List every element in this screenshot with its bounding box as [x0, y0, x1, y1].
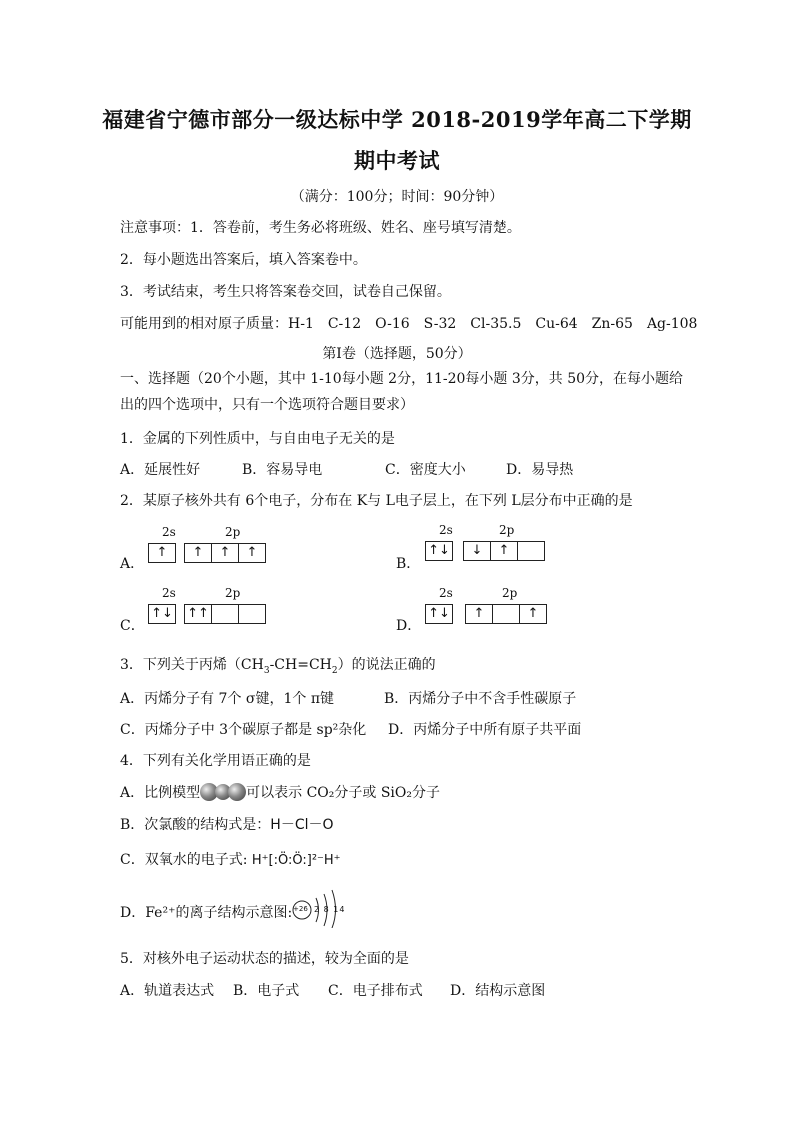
orbital-2p-2: ↑	[211, 543, 239, 563]
q4-d-text: D．Fe²⁺的离子结构示意图:	[120, 905, 293, 921]
orbital-2p-1: ↑	[184, 543, 212, 563]
orbital-2p-2: ↑	[490, 541, 518, 561]
q3-option-b: B．丙烯分子中不含手性碳原子	[384, 691, 577, 707]
ion-structure-diagram	[290, 884, 360, 928]
atomic-masses: 可能用到的相对原子质量：H-1 C-12 O-16 S-32 Cl-35.5 Cu-64 Zn-65 Ag-108	[120, 316, 698, 332]
q3-stem-mid: -CH=CH	[269, 657, 332, 673]
label-2p: 2p	[499, 523, 515, 537]
q3-option-d: D．丙烯分子中所有原子共平面	[388, 722, 582, 738]
q4-c-text: C．双氧水的电子式:	[120, 852, 248, 868]
orbital-2p-2	[211, 604, 239, 624]
label-2s: 2s	[162, 586, 176, 600]
q4-option-b	[120, 814, 334, 834]
q4-stem: 4．下列有关化学用语正确的是	[120, 753, 311, 769]
q4-a-text: A．比例模型	[120, 785, 201, 801]
section-intro-2: 出的四个选项中，只有一个选项符合题目要求）	[120, 397, 414, 413]
note-2: 2．每小题选出答案后，填入答案卷中。	[120, 252, 367, 268]
exam-title: 福建省宁德市部分一级达标中学 2018-2019学年高二下学期	[102, 107, 692, 132]
orbital-2p-3: ↑	[519, 604, 547, 624]
orbital-2s: ↑↓	[148, 604, 176, 624]
q3-sub-1: 3	[263, 665, 270, 676]
q1-stem: 1．金属的下列性质中，与自由电子无关的是	[120, 431, 395, 447]
q2-letter-c: C．	[120, 618, 145, 634]
orbital-2p-1: ↑↑	[184, 604, 212, 624]
peroxide-electron-formula: H⁺[:Ö:Ö:]²⁻H⁺	[251, 853, 341, 868]
q5-option-c: C．电子排布式	[328, 983, 423, 999]
q2-letter-d: D．	[396, 618, 422, 634]
label-2s: 2s	[162, 525, 176, 539]
q1-option-a: A．延展性好	[120, 462, 201, 478]
q3-stem-pre: 3．下列关于丙烯（CH	[120, 657, 264, 673]
q4-a-text-post: 可以表示 CO₂分子或 SiO₂分子	[246, 785, 440, 801]
sphere-icon	[228, 783, 246, 801]
q3-stem	[120, 654, 436, 676]
label-2s: 2s	[439, 586, 453, 600]
score-info: （满分：100分；时间：90分钟）	[290, 189, 504, 205]
q4-option-a	[120, 782, 440, 802]
orbital-2p-3: ↑	[238, 543, 266, 563]
q2-letter-b: B．	[396, 556, 421, 572]
note-1: 注意事项：1．答卷前，考生务必将班级、姓名、座号填写清楚。	[120, 220, 521, 236]
q3-stem-post: ）的说法正确的	[337, 657, 436, 673]
label-2p: 2p	[502, 586, 518, 600]
q1-option-b: B．容易导电	[242, 462, 323, 478]
orbital-2s: ↑	[148, 543, 176, 563]
q5-stem: 5．对核外电子运动状态的描述，较为全面的是	[120, 951, 409, 967]
q4-option-c	[120, 849, 341, 869]
q5-option-a: A．轨道表达式	[120, 983, 215, 999]
q1-option-d: D．易导热	[506, 462, 574, 478]
orbital-2s: ↑↓	[425, 604, 453, 624]
orbital-2p-2	[492, 604, 520, 624]
orbital-2p-1: ↓	[463, 541, 491, 561]
orbital-2p-3	[238, 604, 266, 624]
q4-b-text: B．次氯酸的结构式是：	[120, 817, 271, 833]
section-title: 第Ⅰ卷（选择题，50分）	[322, 346, 472, 362]
note-3: 3．考试结束，考生只将答案卷交回，试卷自己保留。	[120, 284, 451, 300]
orbital-2s: ↑↓	[425, 541, 453, 561]
nucleus-label: +26	[293, 905, 308, 913]
hclo-formula: H－Cl－O	[270, 817, 334, 833]
label-2p: 2p	[225, 586, 241, 600]
q3-sub-2: 2	[331, 665, 338, 676]
q3-option-a: A．丙烯分子有 7个 σ键，1个 π键	[120, 691, 335, 707]
q5-option-b: B．电子式	[233, 983, 300, 999]
exam-title-line2: 期中考试	[354, 148, 440, 173]
q4-option-d	[120, 902, 292, 922]
label-2p: 2p	[225, 525, 241, 539]
q3-option-c: C．丙烯分子中 3个碳原子都是 sp²杂化	[120, 722, 367, 738]
q2-letter-a: A．	[120, 556, 145, 572]
label-2s: 2s	[439, 523, 453, 537]
q5-option-d: D．结构示意图	[450, 983, 546, 999]
q1-option-c: C．密度大小	[385, 462, 466, 478]
q2-stem: 2．某原子核外共有 6个电子，分布在 K与 L电子层上，在下列 L层分布中正确的是	[120, 493, 633, 509]
orbital-2p-1: ↑	[465, 604, 493, 624]
orbital-2p-3	[517, 541, 545, 561]
shell-electrons: 2 8 14	[314, 905, 346, 914]
section-intro-1: 一、选择题（20个小题，其中 1-10每小题 2分，11-20每小题 3分，共 50分，在每小题给	[120, 371, 684, 387]
